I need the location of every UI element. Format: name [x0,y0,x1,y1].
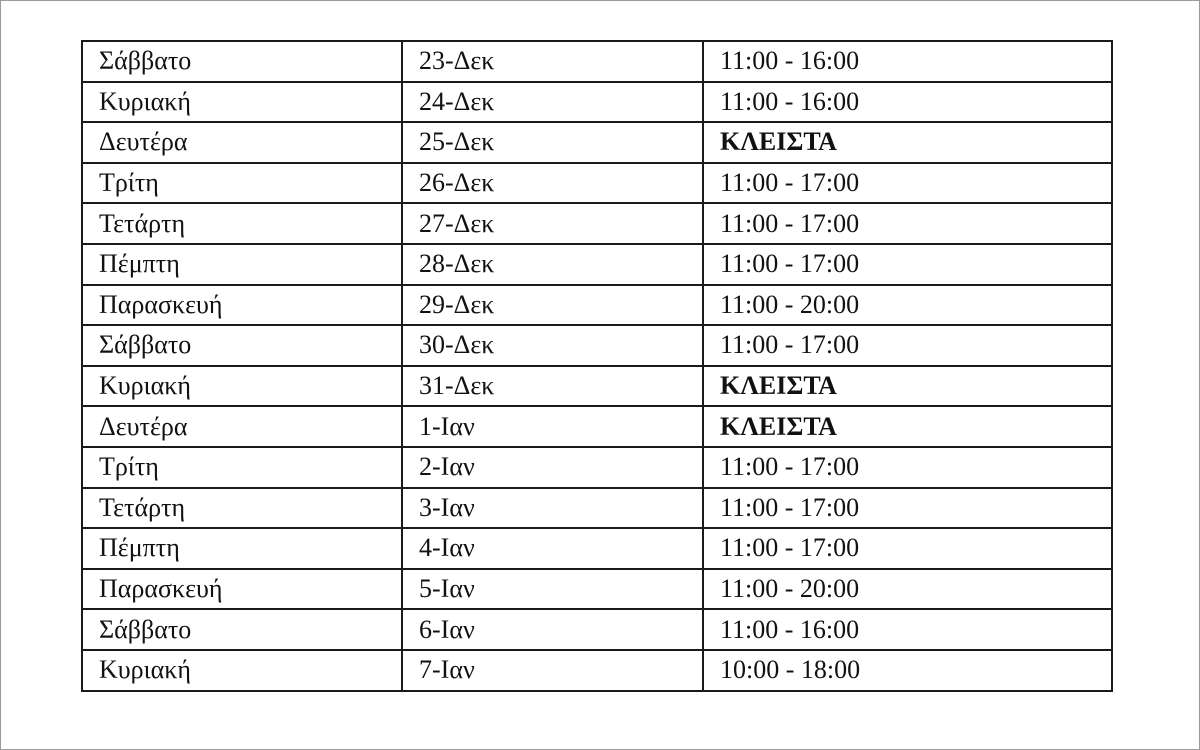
day-cell: Πέμπτη [82,528,402,569]
hours-cell: 11:00 - 17:00 [703,325,1112,366]
date-cell: 1-Ιαν [402,406,703,447]
day-cell: Κυριακή [82,82,402,123]
hours-cell: 10:00 - 18:00 [703,650,1112,691]
hours-cell: 11:00 - 20:00 [703,285,1112,326]
date-cell: 28-Δεκ [402,244,703,285]
date-cell: 23-Δεκ [402,41,703,82]
date-cell: 6-Ιαν [402,609,703,650]
day-cell: Δευτέρα [82,122,402,163]
day-cell: Τρίτη [82,447,402,488]
table-row [82,528,1112,569]
day-cell: Σάββατο [82,325,402,366]
date-cell: 3-Ιαν [402,488,703,529]
day-cell: Τετάρτη [82,488,402,529]
closed-status-cell: ΚΛΕΙΣΤΑ [703,122,1112,163]
table-row [82,244,1112,285]
hours-cell: 11:00 - 16:00 [703,609,1112,650]
date-cell: 2-Ιαν [402,447,703,488]
table-row [82,447,1112,488]
table-row [82,569,1112,610]
hours-cell: 11:00 - 17:00 [703,528,1112,569]
table-row [82,203,1112,244]
table-row [82,650,1112,691]
date-cell: 25-Δεκ [402,122,703,163]
schedule-table-body [82,41,1112,691]
day-cell: Σάββατο [82,41,402,82]
day-cell: Τρίτη [82,163,402,204]
day-cell: Παρασκευή [82,569,402,610]
hours-cell: 11:00 - 16:00 [703,41,1112,82]
closed-status-cell: ΚΛΕΙΣΤΑ [703,366,1112,407]
date-cell: 29-Δεκ [402,285,703,326]
day-cell: Κυριακή [82,650,402,691]
table-row [82,406,1112,447]
hours-cell: 11:00 - 20:00 [703,569,1112,610]
day-cell: Πέμπτη [82,244,402,285]
date-cell: 7-Ιαν [402,650,703,691]
day-cell: Παρασκευή [82,285,402,326]
hours-cell: 11:00 - 17:00 [703,447,1112,488]
table-row [82,488,1112,529]
table-row [82,366,1112,407]
date-cell: 5-Ιαν [402,569,703,610]
table-row [82,325,1112,366]
hours-cell: 11:00 - 17:00 [703,203,1112,244]
date-cell: 4-Ιαν [402,528,703,569]
date-cell: 27-Δεκ [402,203,703,244]
table-row [82,82,1112,123]
date-cell: 30-Δεκ [402,325,703,366]
day-cell: Τετάρτη [82,203,402,244]
table-row [82,285,1112,326]
date-cell: 24-Δεκ [402,82,703,123]
day-cell: Σάββατο [82,609,402,650]
date-cell: 31-Δεκ [402,366,703,407]
table-row [82,41,1112,82]
day-cell: Δευτέρα [82,406,402,447]
closed-status-cell: ΚΛΕΙΣΤΑ [703,406,1112,447]
table-row [82,163,1112,204]
table-row [82,609,1112,650]
hours-cell: 11:00 - 16:00 [703,82,1112,123]
hours-cell: 11:00 - 17:00 [703,163,1112,204]
hours-cell: 11:00 - 17:00 [703,488,1112,529]
opening-hours-table [81,40,1113,692]
day-cell: Κυριακή [82,366,402,407]
hours-cell: 11:00 - 17:00 [703,244,1112,285]
table-row [82,122,1112,163]
date-cell: 26-Δεκ [402,163,703,204]
